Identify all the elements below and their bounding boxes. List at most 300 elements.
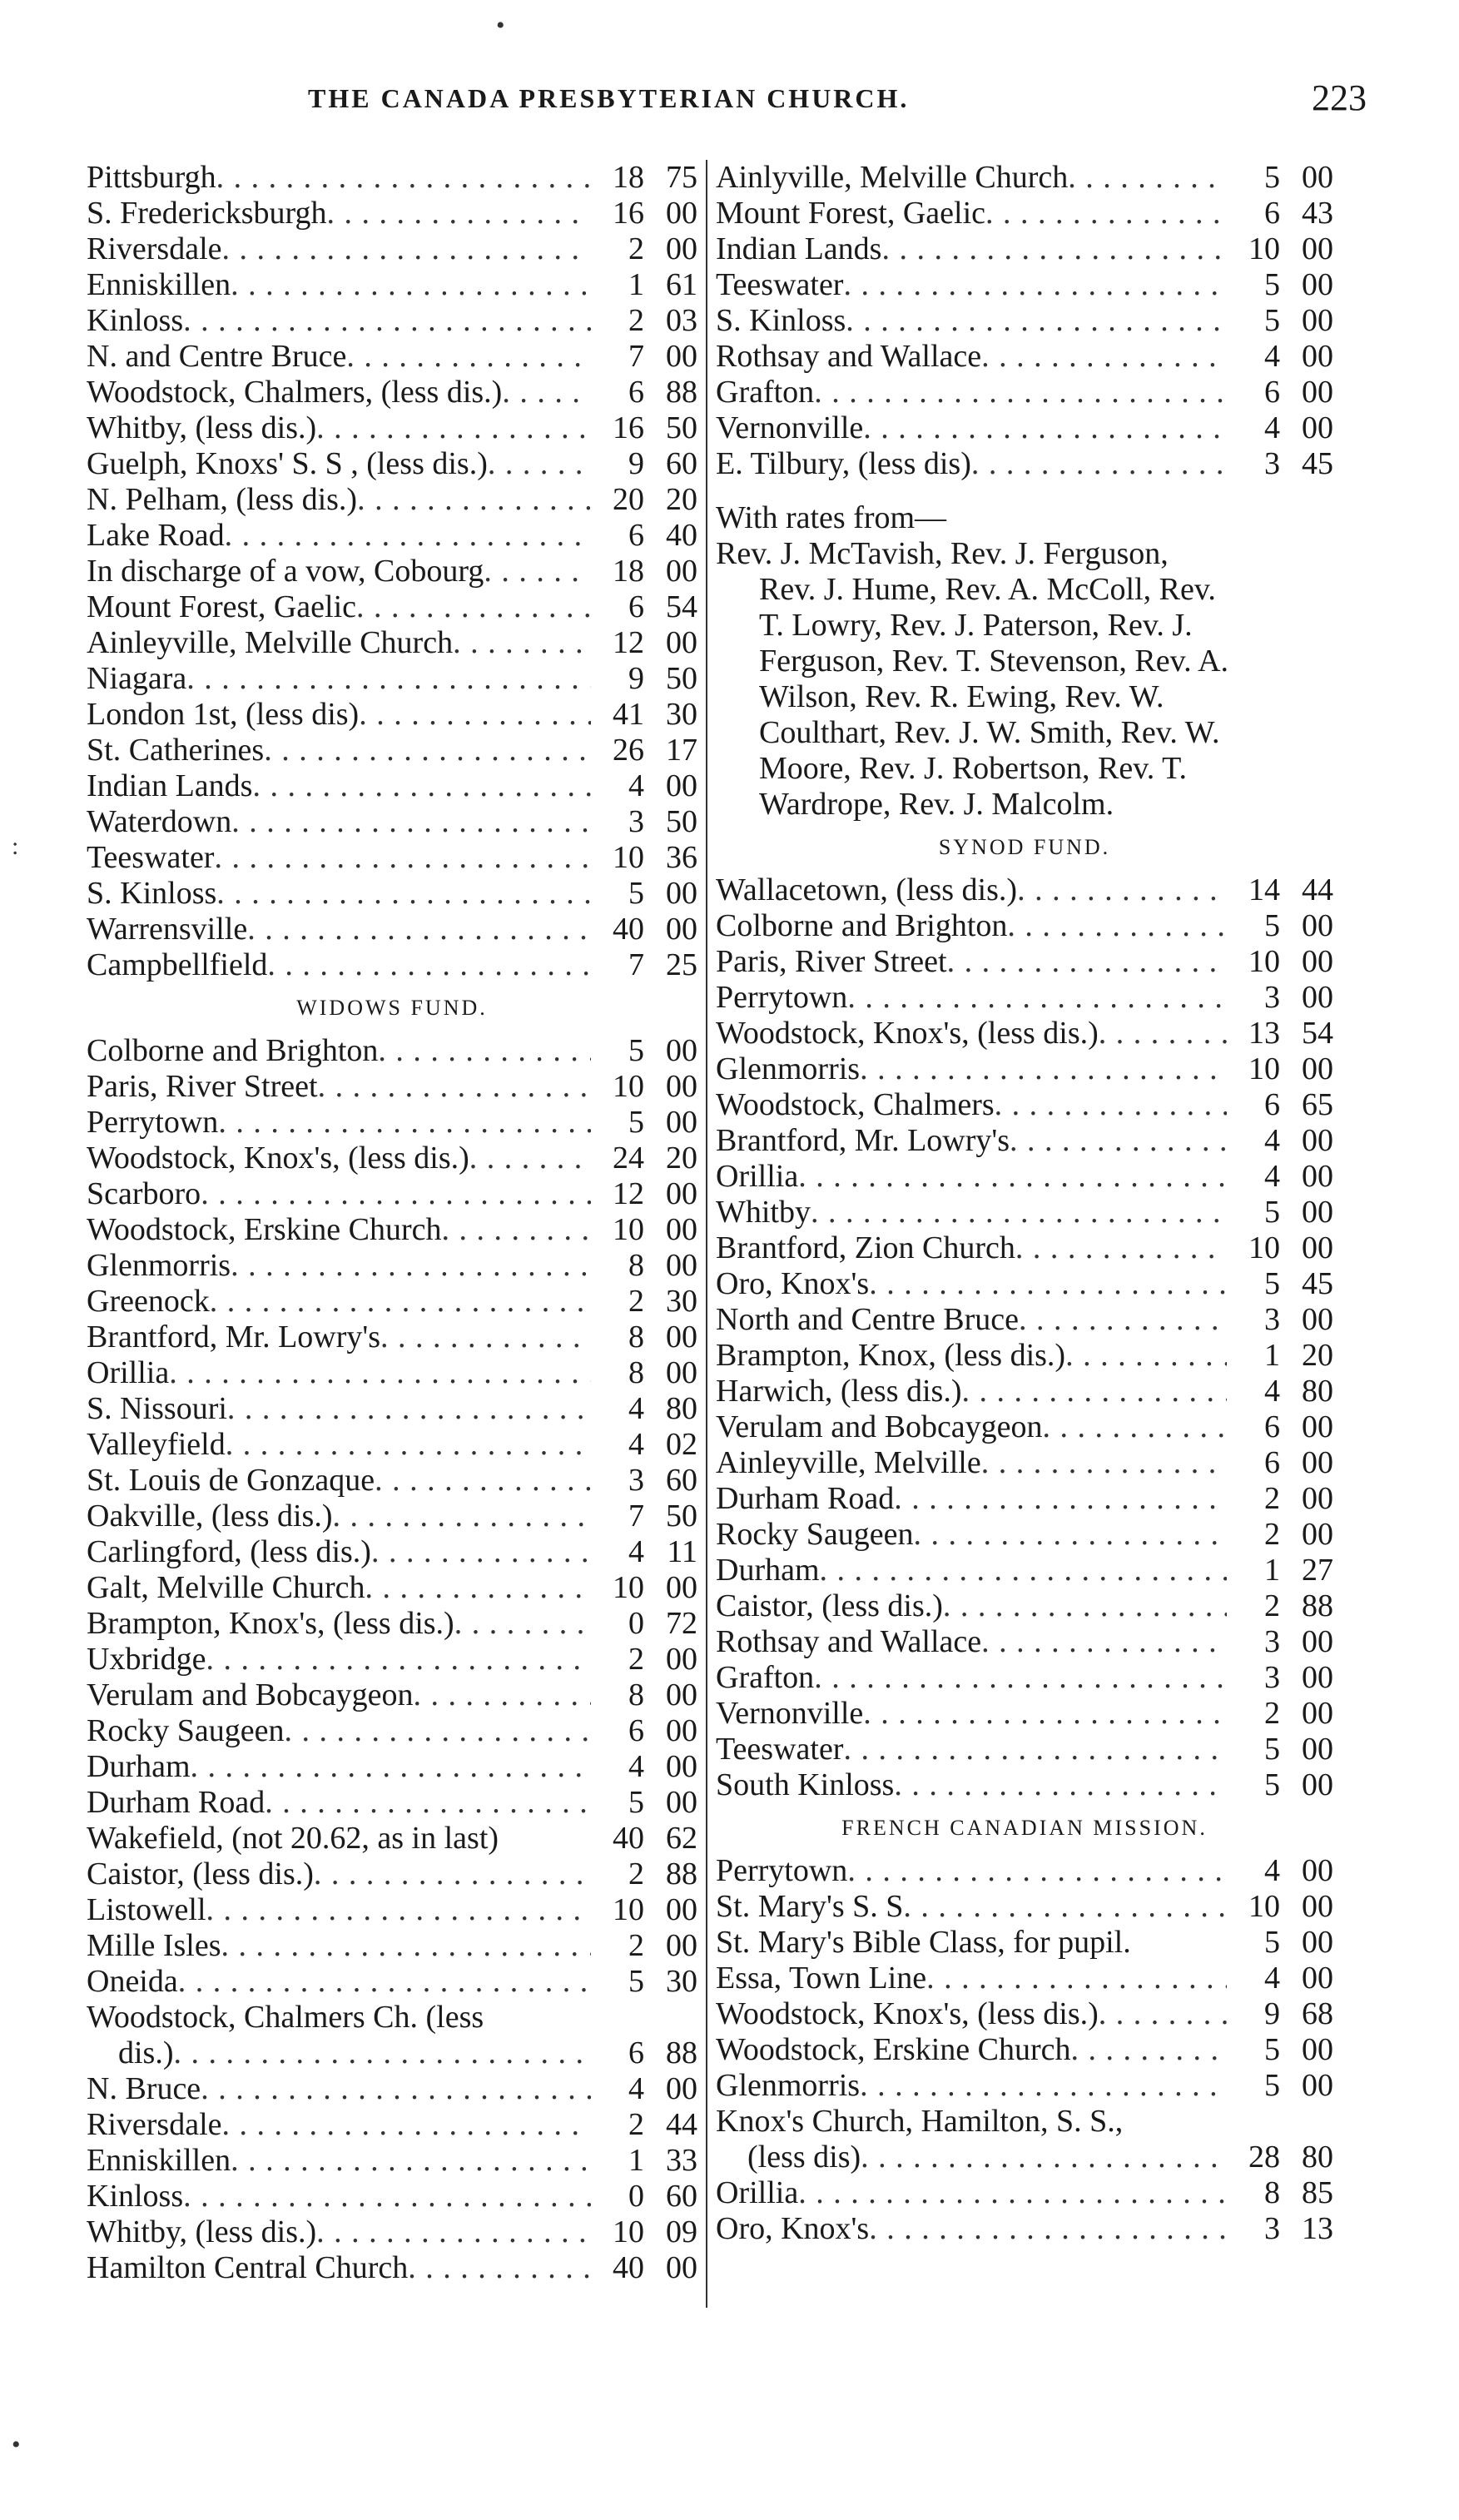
entry-name: Orillia — [716, 2175, 799, 2210]
ledger-row — [87, 768, 697, 804]
ledger-row — [87, 1928, 697, 1964]
ledger-row — [87, 375, 697, 410]
ledger-row — [716, 1123, 1333, 1159]
entry-name: Woodstock, Knox's, (less dis.) — [716, 1016, 1099, 1051]
ledger-row — [87, 1856, 697, 1892]
ledger-row — [716, 267, 1333, 303]
amount-cents: 80 — [666, 1391, 697, 1426]
ledger-row — [716, 2211, 1333, 2247]
dot-leader — [1007, 908, 1227, 944]
amount-cents: 00 — [1302, 303, 1333, 338]
dot-leader — [318, 1069, 591, 1105]
dot-leader — [961, 1374, 1227, 1409]
amount-dollars: 5 — [1264, 160, 1280, 195]
amount-cents: 50 — [666, 1499, 697, 1533]
dot-leader — [359, 697, 591, 733]
dot-leader — [375, 1463, 591, 1499]
ledger-row — [716, 1889, 1333, 1925]
rates-line: Wardrope, Rev. J. Malcolm. — [759, 787, 1114, 822]
dot-leader — [214, 840, 591, 876]
entry-name: Oneida — [87, 1964, 178, 1999]
rates-line: T. Lowry, Rev. J. Paterson, Rev. J. — [759, 608, 1193, 643]
amount-cents: 00 — [1302, 1889, 1333, 1924]
dot-leader — [869, 2211, 1227, 2247]
entry-name: Oro, Knox's — [716, 2211, 870, 2246]
entry-name: Indian Lands — [716, 231, 882, 266]
entry-name: Wakefield, (not 20.62, as in last) — [87, 1821, 499, 1856]
ledger-row — [716, 1195, 1333, 1230]
amount-dollars: 10 — [1248, 231, 1280, 266]
amount-cents: 09 — [666, 2214, 697, 2249]
dot-leader — [174, 2035, 592, 2071]
amount-cents: 25 — [666, 947, 697, 982]
entry-name: Mount Forest, Gaelic — [716, 196, 986, 231]
amount-cents: 27 — [1302, 1553, 1333, 1588]
amount-dollars: 4 — [1264, 1853, 1280, 1888]
ledger-row — [716, 2032, 1333, 2068]
dot-leader — [1043, 1409, 1227, 1445]
dot-leader — [881, 231, 1227, 267]
entry-name: Brantford, Mr. Lowry's — [87, 1320, 381, 1354]
entry-name: Brantford, Zion Church — [716, 1230, 1015, 1265]
ledger-row — [716, 1230, 1333, 1266]
amount-dollars: 8 — [628, 1355, 644, 1390]
amount-dollars: 5 — [1264, 2032, 1280, 2067]
amount-cents: 00 — [666, 1678, 697, 1712]
amount-cents: 60 — [666, 446, 697, 481]
entry-name: S. Kinloss — [87, 876, 217, 911]
entry-name: North and Centre Bruce — [716, 1302, 1020, 1337]
entry-name: Colborne and Brighton — [716, 908, 1008, 943]
rates-line: Moore, Rev. J. Robertson, Rev. T. — [759, 751, 1188, 786]
amount-cents: 33 — [666, 2143, 697, 2178]
ledger-row — [716, 1732, 1333, 1767]
amount-cents: 00 — [666, 1033, 697, 1068]
amount-cents: 45 — [1302, 446, 1333, 481]
amount-dollars: 6 — [628, 2035, 644, 2070]
ledger-row — [87, 1176, 697, 1212]
dot-leader — [221, 1928, 591, 1964]
amount-dollars: 6 — [1264, 1087, 1280, 1122]
entry-name: Durham Road — [87, 1785, 265, 1820]
amount-cents: 88 — [666, 375, 697, 410]
entry-name: Rothsay and Wallace — [716, 339, 982, 374]
dot-leader — [913, 1517, 1227, 1553]
ledger-row — [716, 410, 1333, 446]
ledger-row — [87, 482, 697, 518]
entry-name: Riversdale — [87, 231, 222, 266]
dot-leader — [206, 1892, 591, 1928]
amount-dollars: 2 — [1264, 1481, 1280, 1516]
amount-dollars: 2 — [1264, 1588, 1280, 1623]
entry-name: Rocky Saugeen — [87, 1713, 285, 1748]
amount-dollars: 9 — [628, 661, 644, 696]
amount-cents: 30 — [666, 1284, 697, 1319]
amount-dollars: 3 — [628, 1463, 644, 1498]
ledger-row — [87, 1749, 697, 1785]
amount-dollars: 7 — [628, 947, 644, 982]
amount-dollars: 10 — [613, 2214, 644, 2249]
amount-cents: 11 — [667, 1534, 697, 1569]
entry-name: Essa, Town Line — [716, 1961, 927, 1996]
dot-leader — [843, 267, 1227, 303]
dot-leader — [798, 2175, 1227, 2211]
dot-leader — [201, 1176, 591, 1212]
dot-leader — [333, 1499, 591, 1534]
dot-leader — [894, 1767, 1227, 1803]
dot-leader — [222, 2107, 591, 2143]
ledger-row — [87, 625, 697, 661]
dot-leader — [502, 375, 591, 410]
entry-name: Vernonville — [716, 1696, 864, 1731]
amount-dollars: 1 — [628, 2143, 644, 2178]
ledger-row — [87, 1284, 697, 1320]
amount-cents: 44 — [666, 2107, 697, 2142]
amount-dollars: 6 — [1264, 1409, 1280, 1444]
amount-cents: 80 — [1302, 1374, 1333, 1409]
ledger-row — [716, 1696, 1333, 1732]
dot-leader — [863, 1696, 1227, 1732]
entry-name: Knox's Church, Hamilton, S. S., — [716, 2104, 1124, 2139]
amount-cents: 00 — [1302, 1732, 1333, 1767]
amount-dollars: 5 — [1264, 1195, 1280, 1230]
ledger-row — [716, 872, 1333, 908]
amount-dollars: 5 — [628, 1964, 644, 1999]
ledger-row — [87, 1069, 697, 1105]
ledger-row — [87, 1892, 697, 1928]
amount-cents: 00 — [1302, 1925, 1333, 1960]
entry-name: Woodstock, Erskine Church — [87, 1212, 442, 1247]
ledger-row — [87, 840, 697, 876]
dot-leader — [191, 1749, 591, 1785]
dot-leader — [860, 1051, 1227, 1087]
entry-name: Glenmorris — [716, 1051, 861, 1086]
amount-dollars: 2 — [628, 231, 644, 266]
amount-cents: 60 — [666, 1463, 697, 1498]
entry-name: Teeswater — [716, 267, 844, 302]
ledger-row — [87, 1642, 697, 1678]
amount-cents: 00 — [1302, 1624, 1333, 1659]
amount-cents: 00 — [666, 2250, 697, 2285]
amount-dollars: 5 — [1264, 1732, 1280, 1767]
dot-leader — [284, 1713, 591, 1749]
amount-cents: 00 — [1302, 1660, 1333, 1695]
amount-cents: 00 — [1302, 1302, 1333, 1337]
entry-name: Grafton — [716, 375, 815, 410]
ledger-row — [716, 1338, 1333, 1374]
entry-name: Woodstock, Knox's, (less dis.) — [716, 1996, 1099, 2031]
running-title: THE CANADA PRESBYTERIAN CHURCH. — [308, 83, 910, 113]
dot-leader — [231, 2143, 591, 2179]
entry-name: Rocky Saugeen — [716, 1517, 914, 1552]
amount-cents: 00 — [666, 1320, 697, 1354]
amount-cents: 20 — [1302, 1338, 1333, 1373]
amount-cents: 36 — [666, 840, 697, 875]
dot-leader — [943, 1588, 1227, 1624]
dot-leader — [1017, 872, 1227, 908]
amount-cents: 54 — [666, 589, 697, 624]
ledger-row — [87, 1713, 697, 1749]
ledger-row — [87, 1606, 697, 1642]
amount-cents: 00 — [666, 1248, 697, 1283]
ledger-row — [716, 1853, 1333, 1889]
contribution-list — [716, 160, 1333, 482]
amount-dollars: 5 — [1264, 267, 1280, 302]
rates-line: With rates from— — [716, 500, 947, 535]
amount-cents: 03 — [666, 303, 697, 338]
amount-dollars: 12 — [613, 1176, 644, 1211]
ledger-row — [716, 1660, 1333, 1696]
entry-name: Verulam and Bobcaygeon — [716, 1409, 1043, 1444]
dot-leader — [1010, 1123, 1227, 1159]
amount-cents: 00 — [666, 1749, 697, 1784]
ledger-row — [716, 1517, 1333, 1553]
ledger-row — [87, 1821, 697, 1856]
dot-leader — [985, 196, 1227, 231]
ledger-row — [716, 231, 1333, 267]
amount-cents: 00 — [1302, 1481, 1333, 1516]
ledger-row — [716, 1159, 1333, 1195]
amount-cents: 54 — [1302, 1016, 1333, 1051]
amount-cents: 80 — [1302, 2140, 1333, 2175]
entry-name: (less dis) — [747, 2140, 861, 2175]
amount-dollars: 3 — [1264, 446, 1280, 481]
amount-dollars: 10 — [1248, 1051, 1280, 1086]
amount-dollars: 2 — [1264, 1517, 1280, 1552]
dot-leader — [178, 1964, 591, 2000]
amount-cents: 72 — [666, 1606, 697, 1641]
amount-cents: 00 — [1302, 1409, 1333, 1444]
ledger-row — [87, 1141, 697, 1176]
amount-dollars: 3 — [628, 804, 644, 839]
amount-cents: 85 — [1302, 2175, 1333, 2210]
amount-dollars: 5 — [1264, 1266, 1280, 1301]
ledger-row — [716, 2140, 1333, 2175]
amount-dollars: 24 — [613, 1141, 644, 1176]
ledger-row — [716, 1302, 1333, 1338]
amount-cents: 88 — [1302, 1588, 1333, 1623]
amount-cents: 00 — [666, 1892, 697, 1927]
amount-cents: 44 — [1302, 872, 1333, 907]
page-number: 223 — [1312, 77, 1367, 118]
amount-cents: 00 — [1302, 2068, 1333, 2103]
dot-leader — [201, 2071, 591, 2107]
dot-leader — [414, 1678, 591, 1713]
amount-dollars: 41 — [613, 697, 644, 732]
rates-line: Rev. J. McTavish, Rev. J. Ferguson, — [716, 536, 1169, 571]
entry-name: Teeswater — [87, 840, 215, 875]
amount-dollars: 10 — [613, 1570, 644, 1605]
rates-line: Wilson, Rev. R. Ewing, Rev. W. — [759, 679, 1164, 714]
dot-leader — [226, 1427, 591, 1463]
dot-leader — [869, 1266, 1227, 1302]
amount-cents: 00 — [1302, 1767, 1333, 1802]
ledger-row — [716, 2175, 1333, 2211]
ink-mark: • — [12, 2431, 21, 2458]
dot-leader — [252, 768, 591, 804]
amount-dollars: 0 — [628, 1606, 644, 1641]
amount-dollars: 5 — [1264, 1925, 1280, 1960]
amount-cents: 00 — [1302, 1159, 1333, 1194]
amount-dollars: 8 — [628, 1678, 644, 1712]
entry-name: Niagara — [87, 661, 187, 696]
amount-dollars: 2 — [628, 1642, 644, 1677]
amount-cents: 00 — [666, 1713, 697, 1748]
dot-leader — [216, 160, 591, 196]
amount-dollars: 7 — [628, 1499, 644, 1533]
dot-leader — [314, 1856, 591, 1892]
amount-cents: 00 — [1302, 1696, 1333, 1731]
amount-dollars: 1 — [1264, 1553, 1280, 1588]
amount-dollars: 3 — [1264, 1624, 1280, 1659]
amount-dollars: 8 — [628, 1248, 644, 1283]
amount-cents: 60 — [666, 2179, 697, 2214]
dot-leader — [183, 303, 591, 339]
amount-cents: 65 — [1302, 1087, 1333, 1122]
ledger-row — [87, 1105, 697, 1141]
dot-leader — [847, 980, 1227, 1016]
entry-name: Colborne and Brighton — [87, 1033, 379, 1068]
amount-cents: 00 — [1302, 1230, 1333, 1265]
dot-leader — [981, 1445, 1227, 1481]
dot-leader — [186, 661, 591, 697]
entry-name: Listowell — [87, 1892, 206, 1927]
amount-cents: 00 — [1302, 1517, 1333, 1552]
amount-cents: 00 — [666, 1928, 697, 1963]
ledger-row — [87, 1570, 697, 1606]
amount-dollars: 5 — [1264, 2068, 1280, 2103]
amount-cents: 68 — [1302, 1996, 1333, 2031]
entry-name: Valleyfield — [87, 1427, 226, 1462]
amount-dollars: 40 — [613, 1821, 644, 1856]
amount-dollars: 28 — [1248, 2140, 1280, 2175]
ledger-row — [716, 160, 1333, 196]
amount-dollars: 26 — [613, 733, 644, 768]
amount-cents: 00 — [666, 1355, 697, 1390]
entry-name: Guelph, Knoxs' S. S , (less dis.) — [87, 446, 488, 481]
entry-name: Orillia — [87, 1355, 170, 1390]
amount-dollars: 5 — [1264, 303, 1280, 338]
ledger-row — [716, 1588, 1333, 1624]
dot-leader — [183, 2179, 591, 2214]
ledger-row — [716, 1087, 1333, 1123]
amount-dollars: 4 — [1264, 1961, 1280, 1996]
ledger-row — [716, 1481, 1333, 1517]
amount-dollars: 3 — [1264, 2211, 1280, 2246]
ledger-row — [716, 303, 1333, 339]
amount-dollars: 1 — [628, 267, 644, 302]
entry-name: South Kinloss — [716, 1767, 895, 1802]
entry-name: Vernonville — [716, 410, 864, 445]
ledger-row — [716, 1961, 1333, 1996]
ledger-row — [716, 1445, 1333, 1481]
entry-name: Grafton — [716, 1660, 815, 1695]
dot-leader — [798, 1159, 1227, 1195]
entry-name: S. Fredericksburgh — [87, 196, 327, 231]
ledger-row — [716, 196, 1333, 231]
dot-leader — [488, 446, 591, 482]
entry-name: Campbellfield — [87, 947, 268, 982]
amount-dollars: 4 — [1264, 410, 1280, 445]
ledger-row — [87, 2179, 697, 2214]
dot-leader — [814, 375, 1227, 410]
page-header — [83, 77, 1382, 135]
dot-leader — [216, 876, 591, 912]
ledger-row — [87, 2250, 697, 2286]
amount-dollars: 6 — [628, 1713, 644, 1748]
ledger-row — [716, 980, 1333, 1016]
entry-name: Woodstock, Knox's, (less dis.) — [87, 1141, 469, 1176]
ledger-row — [716, 1266, 1333, 1302]
entry-name: Ainleyville, Melville Church — [87, 625, 454, 660]
amount-cents: 00 — [666, 1212, 697, 1247]
entry-name: Verulam and Bobcaygeon — [87, 1678, 414, 1712]
entry-name: Paris, River Street — [87, 1069, 318, 1104]
ledger-row — [87, 876, 697, 912]
dot-leader — [327, 196, 592, 231]
ledger-row — [87, 1499, 697, 1534]
dot-leader — [926, 1961, 1227, 1996]
dot-leader — [441, 1212, 591, 1248]
entry-name: Whitby, (less dis.) — [87, 2214, 317, 2249]
amount-cents: 00 — [666, 876, 697, 911]
ledger-row — [87, 733, 697, 768]
amount-cents: 00 — [666, 1785, 697, 1820]
ledger-row — [716, 1553, 1333, 1588]
entry-name: St. Mary's Bible Class, for pupil. — [716, 1925, 1131, 1960]
entry-name: N. Pelham, (less dis.) — [87, 482, 358, 517]
entry-name: Pittsburgh — [87, 160, 216, 195]
entry-name: St. Mary's S. S — [716, 1889, 904, 1924]
amount-cents: 00 — [1302, 1195, 1333, 1230]
amount-cents: 88 — [666, 2035, 697, 2070]
entry-name: Perrytown — [716, 1853, 848, 1888]
ledger-row — [87, 2035, 697, 2071]
amount-cents: 88 — [666, 1856, 697, 1891]
amount-dollars: 5 — [628, 1105, 644, 1140]
entry-name: Kinloss — [87, 303, 184, 338]
ledger-row — [87, 2143, 697, 2179]
amount-dollars: 8 — [1264, 2175, 1280, 2210]
ledger-row — [87, 1678, 697, 1713]
dot-leader — [1070, 2032, 1227, 2068]
entry-name: Brampton, Knox, (less dis.) — [716, 1338, 1066, 1373]
entry-name: In discharge of a vow, Cobourg — [87, 554, 484, 589]
entry-name: Rothsay and Wallace — [716, 1624, 982, 1659]
entry-name: Riversdale — [87, 2107, 222, 2142]
amount-dollars: 2 — [628, 303, 644, 338]
entry-name: Brantford, Mr. Lowry's — [716, 1123, 1010, 1158]
amount-cents: 00 — [1302, 339, 1333, 374]
entry-name: N. and Centre Bruce — [87, 339, 347, 374]
dot-leader — [811, 1195, 1227, 1230]
dot-leader — [863, 410, 1227, 446]
ledger-row — [87, 661, 697, 697]
entry-name: London 1st, (less dis) — [87, 697, 360, 732]
amount-cents: 00 — [1302, 1051, 1333, 1086]
dot-leader — [995, 1087, 1227, 1123]
amount-dollars: 2 — [1264, 1696, 1280, 1731]
spacer — [716, 482, 1333, 500]
ledger-row — [716, 375, 1333, 410]
ink-mark: • — [496, 12, 505, 39]
amount-cents: 30 — [666, 1964, 697, 1999]
amount-cents: 00 — [1302, 375, 1333, 410]
entry-name: dis.) — [118, 2035, 174, 2070]
amount-cents: 00 — [1302, 1123, 1333, 1158]
entry-name: Woodstock, Chalmers, (less dis.) — [87, 375, 503, 410]
ledger-row — [716, 908, 1333, 944]
